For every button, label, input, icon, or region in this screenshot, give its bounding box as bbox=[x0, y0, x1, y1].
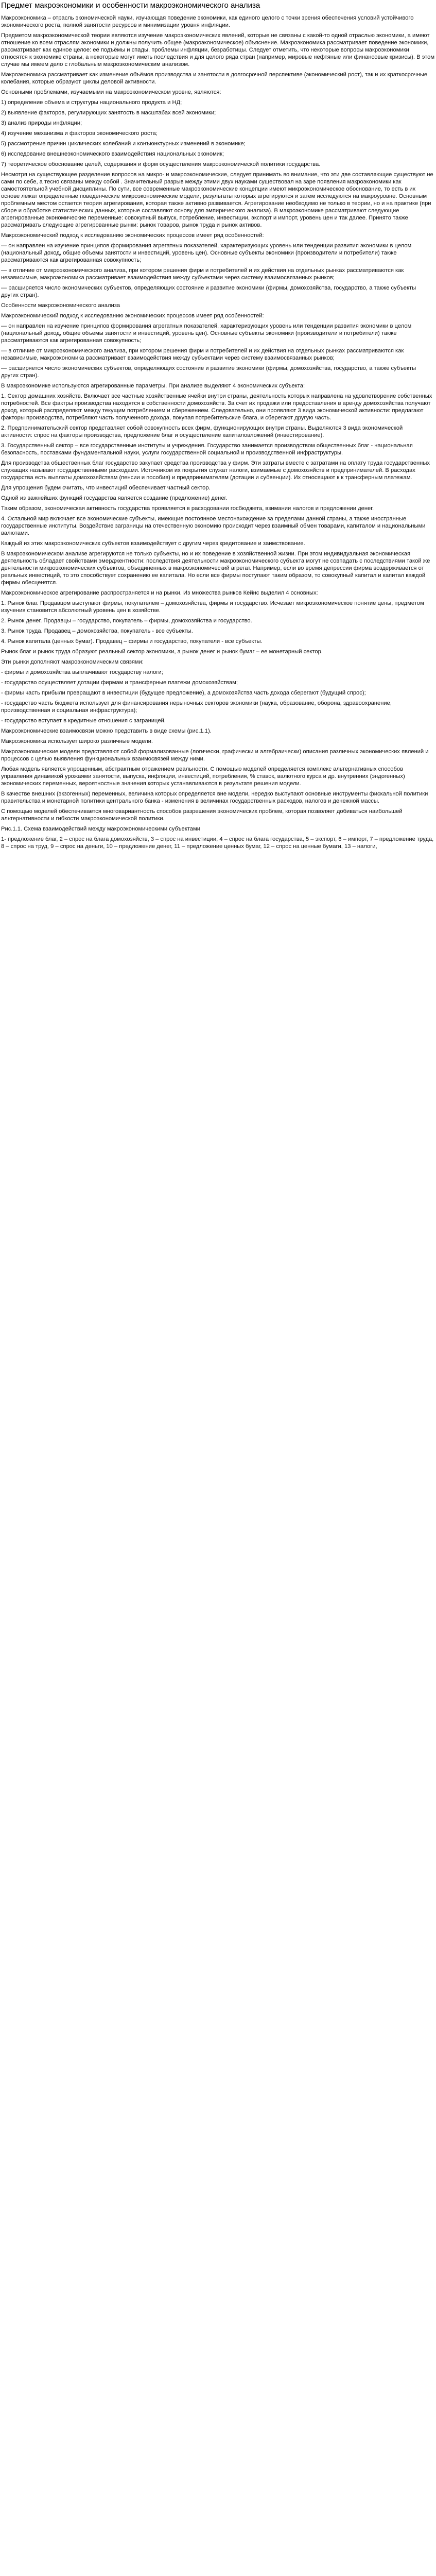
paragraph: 4. Рынок капитала (ценных бумаг). Продавец – фирмы и государство, покупатели - все субъекты. bbox=[1, 638, 263, 645]
paragraph: С помощью моделей обеспечивается многовариантность способов разрешения экономических проблем, которая позволяет добиваться наибольшей альтернативности и гибкости макроэкономической политики. bbox=[1, 808, 403, 822]
paragraph: — он направлен на изучение принципов формирования агрегатных показателей, характеризующих уровень или тенденции развития экономики в целом (национальный доход, общие объемы занятости и инвестиций, уровень цен). Основные субъекты экономики (производители и потребители) также рассматриваются как агрегированная совокупность; bbox=[1, 243, 412, 263]
paragraph: — расширяется число экономических субъектов, определяющих состояние и развитие экономики (фирмы, домохозяйства, государство, а также субъекты других стран). bbox=[1, 365, 416, 379]
paragraph: Макроэкономические взаимосвязи можно представить в виде схемы (рис.1.1). bbox=[1, 728, 212, 734]
paragraph: — он направлен на изучение принципов формирования агрегатных показателей, характеризующих уровень или тенденции развития экономики в целом (национальный доход, общие объемы занятости и инвестиций, уровень цен). Основные субъекты экономики (производители и потребители) также рассматриваются как агрегированная совокупность; bbox=[1, 323, 412, 344]
paragraph: Макроэкономическое агрегирование распространяется и на рынки. Из множества рынков Кейнс выделил 4 основных: bbox=[1, 590, 318, 596]
paragraph: — в отличие от микроэкономического анализа, при котором решения фирм и потребителей и их действия на отдельных рынках рассматриваются как независимые, макроэкономика рассматривает взаимодействия между субъектами через систему взаимосвязанных рынков; bbox=[1, 348, 404, 361]
paragraph: Макроэкономические модели представляют собой формализованные (логически, графически и алгебраически) описания различных экономических явлений и процессов с целью выявления функциональных взаимосвязей между ними. bbox=[1, 749, 429, 762]
paragraph: - фирмы и домохозяйства выплачивают государству налоги; bbox=[1, 669, 163, 675]
paragraph: Предметом макроэкономической теории являются изучение макроэкономических явлений, которые не связаны с какой-то одной отраслью экономики, а имеют отношение ко всем отраслям экономики и должны получить общее (макроэкономическое) объяснение. Макроэкономика рассматривает поведение экономики, рассматривает как единое целое: её подъёмы и спады, проблемы инфляции, безработицы. Следует отметить, что некоторые вопросы макроэкономики относятся к экономике страны, а некоторые могут иметь последствия и для целого ряда стран (например, мировые нефтяные или финансовые кризисы). В этом случае мы имеем дело с глобальным макроэкономическим анализом. bbox=[1, 32, 435, 67]
paragraph: 4. Остальной мир включает все экономические субъекты, имеющие постоянное местонахождение за пределами данной страны, а также иностранные государственные институты. Воздействие заграницы на отечественную экономию происходит через взаимный обмен товарами, капиталом и национальными валютами. bbox=[1, 516, 426, 536]
paragraph: 7) теоретическое обоснование целей, содержания и форм осуществления макроэкономической политики государства. bbox=[1, 161, 321, 167]
page-title: Предмет макроэкономики и особенности макроэкономического анализа bbox=[1, 1, 260, 10]
paragraph: Особенности макроэкономического анализа bbox=[1, 302, 120, 309]
paragraph: 5) рассмотрение причин циклических колебаний и конъюнктурных изменений в экономике; bbox=[1, 141, 246, 147]
paragraph: 2) выявление факторов, регулирующих занятость в масштабах всей экономики; bbox=[1, 110, 216, 116]
paragraph: - государство осуществляет дотации фирмам и трансферные платежи домохозяйствам; bbox=[1, 680, 238, 686]
paragraph: 2. Предпринимательский сектор представляет собой совокупность всех фирм, функционирующих внутри страны. Выделяются 3 вида экономической активности: спрос на факторы производства, предложение благ и осуществление капиталовложений (инвестирование). bbox=[1, 425, 403, 438]
paragraph: 3) анализ природы инфляции; bbox=[1, 120, 82, 126]
paragraph: Для упрощения будем считать, что инвестиций обеспечивает частный сектор. bbox=[1, 485, 211, 491]
paragraph: 1. Рынок благ. Продавцом выступают фирмы, покупателем – домохозяйства, фирмы и государство. Исчезает микроэкономическое понятие цены, предметом изучения становится абсолютный уровень цен в хозяйстве. bbox=[1, 600, 424, 614]
paragraph: Макроэкономика рассматривает как изменение объёмов производства и занятости в долгосрочной перспективе (экономический рост), так и их краткосрочные колебания, которые образуют циклы деловой активности. bbox=[1, 72, 428, 85]
paragraph: 1- предложение благ, 2 – спрос на блага домохозяйств, 3 – спрос на инвестиции, 4 – спрос на блага государства, 5 – экспорт, 6 – импорт, 7 – предложение труда, 8 – спрос на труд, 9 – спрос на деньги, 10 – предложение денег, 11 – предложение ценных бумаг, 12 – спрос на ценные бумаги, 13 – налоги, bbox=[1, 836, 434, 850]
paragraph: Таким образом, экономическая активность государства проявляется в расходовании госбюджета, взимании налогов и предложении денег. bbox=[1, 505, 374, 512]
paragraph: Основными проблемами, изучаемыми на макроэкономическом уровне, являются: bbox=[1, 89, 221, 95]
paragraph: Несмотря на существующее разделение вопросов на микро- и макроэкономические, следует принимать во внимание, что эти две составляющие существуют не сами по себе, а тесно связаны между собой . Значительный разрыв между этими двух науками существовал на заре появления макроэкономики как самостоятельной учебной дисциплины. По сути, все современные макроэкономические концепции имеют микроэкономическое обоснование, то есть в их основе лежат определенные поведенческие микроэкономические модели, результаты которых агрегируются и затем исследуются на макроуровне. Основным проблемным местом остается теория агрегирования, которая также активно развивается. Агрегирование необходимо не только в теории, но и на практике (при сборе и обработке статистических данных, которые составляют основу для эмпирического анализа). В макроэкономике рассматривают следующие агрегированные экономические переменные: совокупный выпуск, потребление, инвестиции, экспорт и импорт, уровень цен и так далее. Принято также рассматривать следующие агрегированные рынки: рынок товаров, рынок труда и рынок активов. bbox=[1, 172, 433, 228]
document-body bbox=[1, 14, 435, 850]
paragraph: 4) изучение механизма и факторов экономического роста; bbox=[1, 130, 158, 137]
paragraph: Макроэкономика – отрасль экономической науки, изучающая поведение экономики, как единого целого с точки зрения обеспечения условий устойчивого экономического роста, полной занятости ресурсов и минимизации уровня инфляции. bbox=[1, 15, 414, 28]
document bbox=[0, 0, 436, 853]
paragraph: Рис.1.1. Схема взаимодействий между макроэкономическими субъектами bbox=[1, 826, 200, 832]
paragraph: Макроэкономика использует широко различные модели. bbox=[1, 738, 153, 744]
paragraph: — в отличие от микроэкономического анализа, при котором решения фирм и потребителей и их действия на отдельных рынках рассматриваются как независимые, макроэкономика рассматривает взаимодействия между субъектами через систему взаимосвязанных рынков; bbox=[1, 267, 404, 281]
paragraph: Рынок благ и рынок труда образуют реальный сектор экономики, а рынок денег и рынок бумаг – ее монетарный сектор. bbox=[1, 649, 323, 655]
paragraph: 3. Государственный сектор – все государственные институты и учреждения. Государство занимается производством общественных благ - национальная безопасность, поставками фундаментальной науки, услуги государственной социальной и производственной инфраструктуры. bbox=[1, 443, 413, 456]
paragraph: В качестве внешних (экзогенных) переменных, величина которых определяется вне модели, нередко выступают основные инструменты фискальной политики правительства и монетарной политики центрального банка - изменения в величинах государственных расходов, налогов и денежной массы. bbox=[1, 791, 428, 804]
paragraph: - государство вступает в кредитные отношения с заграницей. bbox=[1, 718, 166, 724]
paragraph: Одной из важнейших функций государства является создание (предложение) денег. bbox=[1, 495, 228, 501]
paragraph: 2. Рынок денег. Продавцы – государство, покупатель – фирмы, домохозяйства и государство. bbox=[1, 618, 252, 624]
paragraph: - фирмы часть прибыли превращают в инвестиции (будущее предложение), а домохозяйства часть дохода сберегают (будущий спрос); bbox=[1, 690, 366, 696]
paragraph: В макроэкономике используются агрегированные параметры. При анализе выделяют 4 экономических субъекта: bbox=[1, 383, 305, 389]
paragraph: Любая модель является упрощенным, абстрактным отражением реальности. С помощью моделей определяется комплекс альтернативных способов управления динамикой урожаями занятости, выпуска, инфляции, инвестиций, потребления, % ставок, валютного курса и др. внутренних (эндогенных) экономических переменных, вероятностные значения которых устанавливаются в результате решения модели. bbox=[1, 766, 405, 787]
paragraph: 3. Рынок труда. Продавец – домохозяйства, покупатель - все субъекты. bbox=[1, 628, 193, 634]
paragraph: В макроэкономическом анализе агрегируются не только субъекты, но и их поведение в хозяйственной жизни. При этом индивидуальная экономическая деятельность обладает свойствами эмерджентности: последствия деятельности макроэкономического субъекта могут не совпадать с последствиями такой же деятельности микроэкономических субъектов, объединенных в макроэкономический агрегат. Например, если во время депрессии фирма воздерживается от реальных инвестиций, то это способствует сохранению ее капитала. Но если все фирмы поступают таким образом, то совокупный капитал и капитал каждой фирмы обесценятся. bbox=[1, 551, 430, 586]
paragraph: Эти рынки дополняют макроэкономическим связями: bbox=[1, 659, 144, 665]
paragraph: 6) исследование внешнеэкономического взаимодействия национальных экономик; bbox=[1, 151, 224, 157]
paragraph: Макроэкономический подход к исследованию экономических процессов имеет ряд особенностей: bbox=[1, 313, 264, 319]
paragraph: Макроэкономический подход к исследованию экономических процессов имеет ряд особенностей: bbox=[1, 232, 264, 239]
paragraph: — расширяется число экономических субъектов, определяющих состояние и развитие экономики (фирмы, домохозяйства, государство, а также субъекты других стран). bbox=[1, 285, 416, 298]
paragraph: 1. Сектор домашних хозяйств. Включает все частные хозяйственные ячейки внутри страны, деятельность которых направлена на удовлетворение собственных потребностей. Все фактры производства находятся в собственности домохозяйств. За счет их продажи или предоставления в аренду домохозяйства получают доход, который распределяют между текущим потреблением и сбережением. Следовательно, они проявляют 3 вида экономической активности: предлагают факторы производства, потребляют часть полученного дохода, покупая потребительские блага, и сберегают другую часть. bbox=[1, 393, 432, 421]
paragraph: 1) определение объема и структуры национального продукта и НД; bbox=[1, 99, 182, 106]
paragraph: - государство часть бюджета использует для финансирования нерыночных секторов экономики (наука, образование, оборона, здравоохранение, производственная и социальная инфраструктура); bbox=[1, 700, 392, 714]
paragraph: Для производства общественных благ государство закупает средства производства у фирм. Эти затраты вместе с затратами на оплату труда государственных служащих называют государственными расходами. Источником их покрытия служат налоги, взимаемые с домохозяйств и предпринимателей. В расходах государства есть выплаты домохозяйствам (пенсии и пособия) и предпринимателям (дотации и субвенции). Их относящают к к трансферным платежам. bbox=[1, 460, 430, 481]
paragraph: Каждый из этих макроэкономических субъектов взаимодействует с другим через кредитование и заимствование. bbox=[1, 540, 305, 547]
